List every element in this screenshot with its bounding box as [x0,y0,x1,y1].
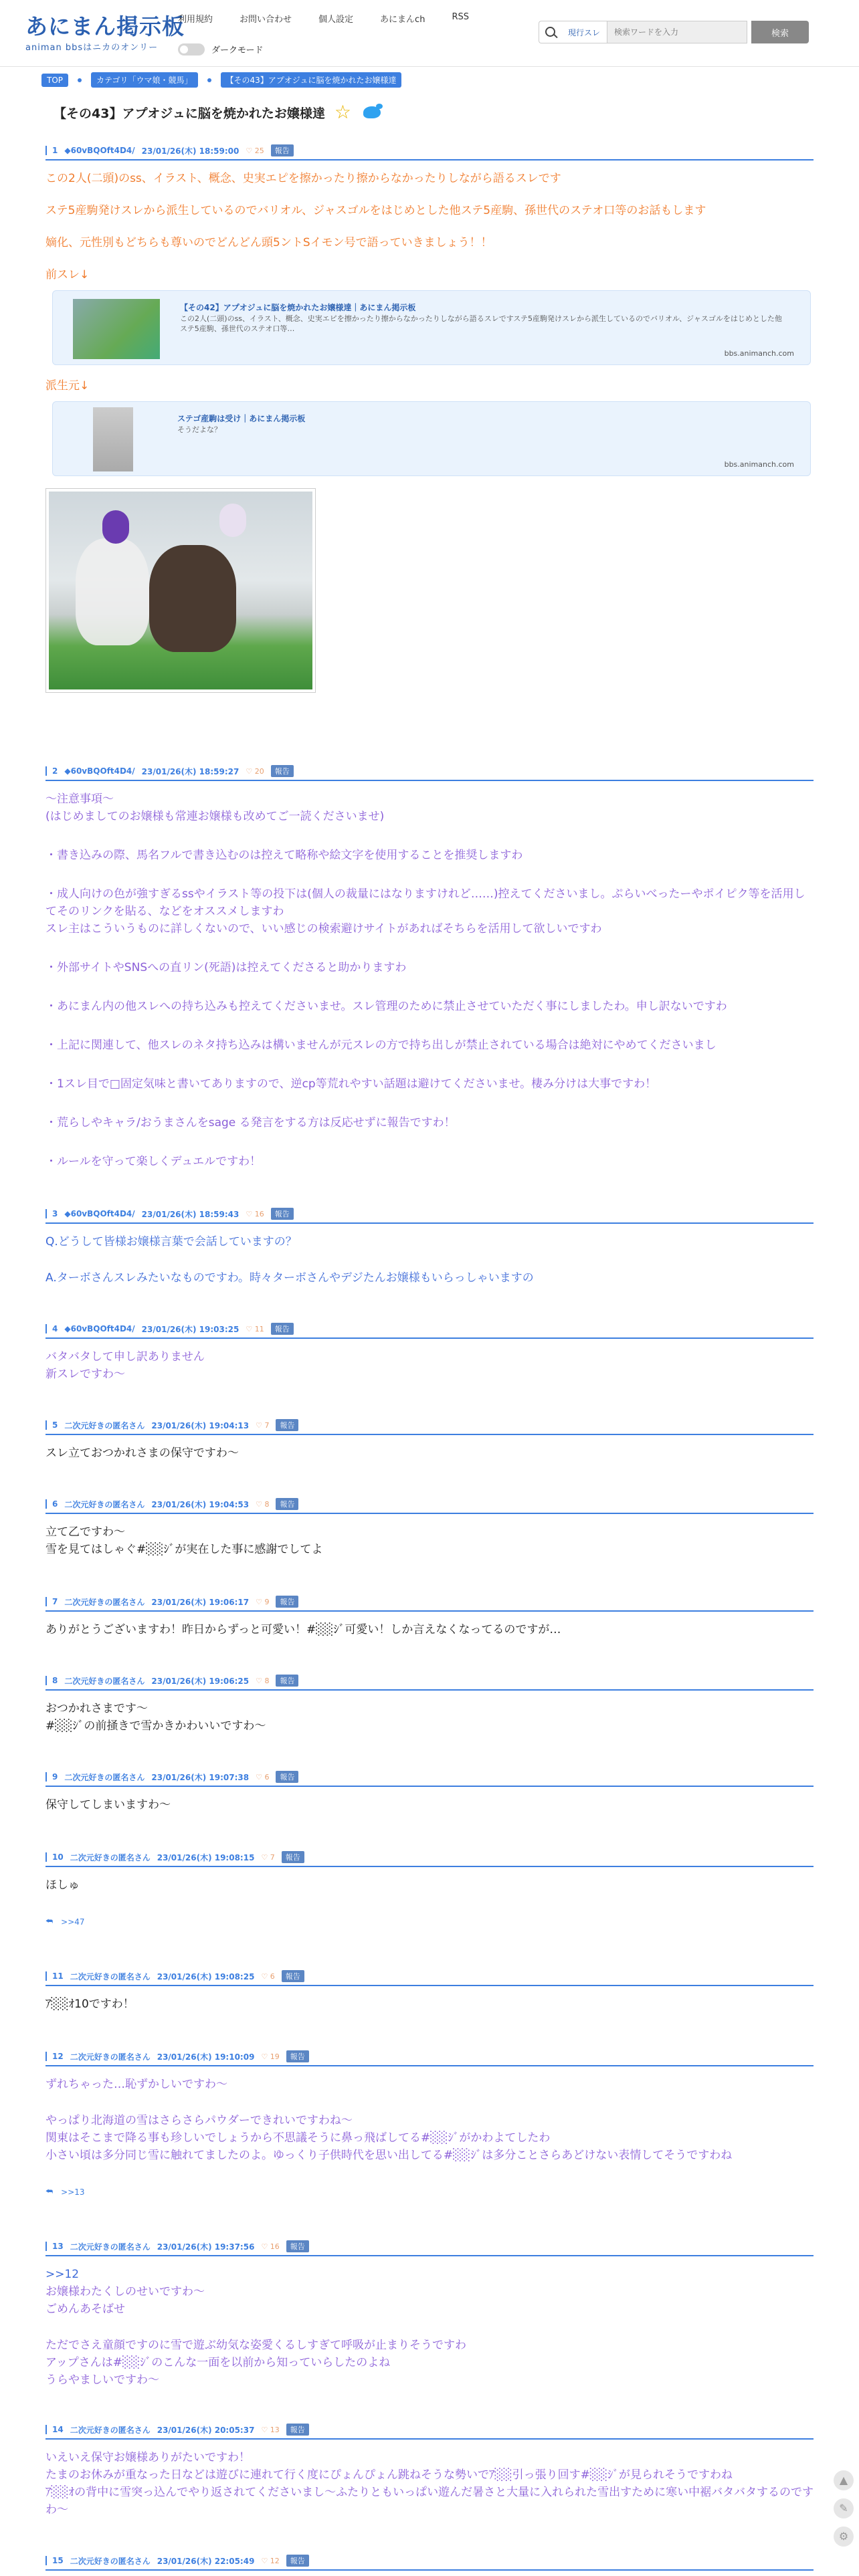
post-body [45,170,814,284]
post-body [45,1621,814,1638]
like-icon[interactable]: ♡ 7 [256,1420,270,1430]
reply-list [45,2187,814,2197]
post-date: 23/01/26(木) 19:04:53 [151,1499,250,1509]
report-button[interactable]: 報告 [271,1323,294,1335]
report-button[interactable]: 報告 [276,1675,298,1687]
post-11 [45,1970,814,2013]
breadcrumb-thread[interactable]: 【その43】アプオジュに脳を焼かれたお嬢様達 [221,72,402,88]
logo-subtitle: animan bbsはニカのオンリー [25,43,159,53]
like-icon[interactable]: ♡ 9 [256,1597,270,1606]
post-body [45,377,814,395]
quote-link[interactable]: >>12 [45,2268,80,2281]
post-number[interactable]: 5 [45,1420,58,1430]
post-date: 23/01/26(木) 19:06:17 [151,1597,250,1607]
top-nav [178,12,469,25]
post-image[interactable] [45,488,316,693]
dark-mode-toggle[interactable] [178,43,205,56]
post-number[interactable]: 4 [45,1324,58,1333]
post-header [45,2555,814,2571]
post-line: スレ主はこういうものに詳しくないので、いい感じの検索避けサイトがあればそちらを活用して欲しいですわ [45,922,602,936]
post-author: 二次元好きの匿名さん [64,1772,145,1782]
like-icon[interactable]: ♡ 8 [256,1676,270,1685]
reply-link[interactable]: >>13 [61,2187,85,2197]
link-card-thumbnail [93,407,133,471]
report-button[interactable]: 報告 [286,2555,309,2567]
twitter-share-icon[interactable] [361,104,383,121]
post-date: 23/01/26(木) 19:06:25 [151,1676,250,1686]
like-count: 25 [254,146,264,155]
nav-contact[interactable]: お問い合わせ [240,15,292,25]
report-button[interactable]: 報告 [271,1208,294,1220]
post-body [45,1700,814,1735]
like-icon[interactable]: ♡ 11 [246,1324,264,1333]
post-body [45,2449,814,2518]
post-body [45,790,814,1170]
horse-grey [76,538,149,645]
like-count: 7 [264,1420,270,1430]
post-4 [45,1323,814,1383]
post-line: ・ルールを守って楽しくデュエルですわ！ [45,1155,262,1168]
floating-actions [834,2470,854,2547]
post-date: 23/01/26(木) 19:10:09 [157,2052,255,2062]
report-button[interactable]: 報告 [282,1851,304,1863]
like-icon[interactable]: ♡ 25 [246,146,264,155]
search-icon [539,21,561,43]
post-line: A.ターボさんスレみたいなものですわ。時々ターボさんやデジたんお嬢様もいらっしゃいますの [45,1271,534,1285]
report-button[interactable]: 報告 [276,1771,298,1783]
report-button[interactable]: 報告 [286,2424,309,2436]
post-header [45,1498,814,1514]
like-count: 8 [264,1676,270,1685]
link-card-description: そうだよな？ [177,425,221,434]
post-line: ただでさえ童顔ですのに雪で遊ぶ幼気な姿愛くるしすぎて呼吸が止まりそうですわ [45,2339,466,2352]
like-count: 6 [264,1772,270,1782]
post-body [45,2266,814,2389]
post-header [45,1851,814,1867]
post-line: #░░ｼﾞの前掻きで雪かきかわいいですわ〜 [45,1719,266,1733]
like-count: 16 [254,1209,264,1218]
post-author: ◆60vBQOft4D4/ [64,146,135,155]
post-line: (はじめましてのお嬢様も常連お嬢様も改めてご一読くださいませ) [45,810,385,823]
like-count: 11 [254,1324,264,1333]
post-body [45,1348,814,1383]
like-count: 8 [264,1499,270,1509]
racing-horses-photo [49,492,312,689]
post-line: ・1スレ目で□固定気味と書いてありますので、逆cp等荒れやすい話題は避けてくださいませ。棲み分けは大事ですわ！ [45,1077,657,1091]
post-2 [45,765,814,1170]
post-line: 新スレですわ〜 [45,1368,125,1381]
post-header [45,2240,814,2256]
search-button[interactable]: 検索 [751,21,809,43]
prev-thread-label: 前スレ↓ [45,268,90,282]
reply-arrow-icon: ⮪ [45,2187,54,2196]
like-count: 7 [270,1852,275,1862]
link-card-host: bbs.animanch.com [724,349,794,358]
link-card-origin-thread[interactable] [52,401,811,476]
favorite-star-icon[interactable]: ☆ [334,101,351,123]
report-button[interactable]: 報告 [276,1419,298,1431]
post-author: 二次元好きの匿名さん [70,2242,151,2252]
like-icon[interactable]: ♡ 16 [261,2242,280,2251]
post-10 [45,1851,814,1927]
post-date: 23/01/26(木) 19:08:25 [157,1971,255,1981]
post-author: 二次元好きの匿名さん [70,2556,151,2566]
post-author: ◆60vBQOft4D4/ [64,1209,135,1218]
post-header [45,1771,814,1787]
post-line: ありがとうございますわ！昨日からずっと可愛い！#░░ｼﾞ可愛い！しか言えなくなってるのですが… [45,1623,561,1636]
post-date: 23/01/26(木) 18:59:00 [141,146,240,156]
post-header [45,2050,814,2066]
breadcrumb [41,72,401,88]
post-number[interactable]: 15 [45,2556,64,2565]
nav-terms[interactable]: 利用規約 [178,15,213,25]
breadcrumb-category[interactable]: カテゴリ「ウマ娘・競馬」 [91,72,198,88]
search-input[interactable] [607,21,747,43]
post-line: この2人(二頭)のss、イラスト、概念、史実エピを擦かったり擦からなかったりしながら語るスレです [45,172,561,185]
post-number[interactable]: 9 [45,1772,58,1782]
post-date: 23/01/26(木) 19:08:15 [157,1852,255,1862]
nav-animanch[interactable]: あにまんch [380,15,425,25]
post-date: 23/01/26(木) 22:05:49 [157,2556,255,2566]
post-author: 二次元好きの匿名さん [70,1971,151,1981]
like-icon[interactable]: ♡ 7 [261,1852,275,1862]
post-header [45,1596,814,1612]
post-6 [45,1498,814,1558]
report-button[interactable]: 報告 [276,1596,298,1608]
post-1 [45,144,814,693]
horse-dark [149,545,236,652]
link-card-thumbnail [73,299,160,359]
link-card-title: 【その42】アプオジュに脳を焼かれたお嬢様達｜あにまん掲示板 [180,303,416,312]
post-3 [45,1208,814,1287]
thread-main [45,100,814,2566]
post-line: ずれちゃった…恥ずかしいですわ〜 [45,2078,227,2091]
report-button[interactable]: 報告 [276,1498,298,1510]
post-line: 雪を見てはしゃぐ#░░ｼﾞが実在した事に感謝でしてよ [45,1543,323,1556]
post-8 [45,1675,814,1735]
like-icon[interactable]: ♡ 19 [261,2052,280,2061]
post-body [45,1523,814,1558]
post-number[interactable]: 1 [45,146,58,155]
post-line: ｱ░░ｵ10ですわ！ [45,1998,134,2011]
post-author: ◆60vBQOft4D4/ [64,766,135,776]
post-line: ・成人向けの色が強すぎるssやイラスト等の投下は(個人の裁量にはなりますけれど……)控えてくださいまし。ぷらいべったーやポイピク等を活用してそのリンクを貼る、などをオススメしますわ [45,887,805,918]
link-card-title: ステゴ産駒は受け｜あにまん掲示板 [177,414,306,423]
reply-list [45,1917,814,1927]
post-line: ごめんあそばせ [45,2302,125,2316]
like-count: 20 [254,766,264,776]
post-date: 23/01/26(木) 19:04:13 [151,1420,250,1430]
post-body [45,1996,814,2013]
post-author: 二次元好きの匿名さん [64,1676,145,1686]
post-number[interactable]: 11 [45,1971,64,1981]
search-scope-select[interactable]: 現行スレ [561,21,607,43]
breadcrumb-separator [207,78,211,82]
post-line: ・荒らしやキャラ/おうまさんをsage る発言をする方は反応せずに報告ですわ！ [45,1116,456,1130]
post-line: 小さい頃は多分同じ雪に触れてましたのよ。ゆっくり子供時代を思い出してる#░░ｼﾞは多分ことさらあどけない表情してそうですわね [45,2149,733,2162]
post-date: 23/01/26(木) 18:59:27 [141,766,240,776]
post-header [45,765,814,781]
link-card-prev-thread[interactable] [52,290,811,365]
post-number[interactable]: 10 [45,1852,64,1862]
jockey-purple [102,510,129,544]
post-author: 二次元好きの匿名さん [70,2052,151,2062]
post-date: 23/01/26(木) 20:05:37 [157,2425,255,2435]
reply-arrow-icon: ⮪ [45,1917,54,1926]
post-line: いえいえ保守お嬢様ありがたいですわ！ [45,2451,250,2464]
post-12 [45,2050,814,2197]
report-button[interactable]: 報告 [286,2240,309,2252]
post-author: ◆60vBQOft4D4/ [64,1324,135,1333]
post-7 [45,1596,814,1638]
post-line: ｱ░░ｵの背中に雪突っ込んでやり返されてくださいまし〜ふたりともいっぱい遊んだ暑さと大量に入れられた雪出すために寒い中裾バタバタするのですわ〜 [45,2486,814,2516]
post-number[interactable]: 13 [45,2242,64,2251]
breadcrumb-separator [78,78,82,82]
post-line: 関東はそこまで降る事も珍しいでしょうから不思議そうに鼻っ飛ばしてる#░░ｼﾞがかわよてしたわ [45,2131,551,2145]
dark-mode-label: ダークモード [211,45,264,56]
post-author: 二次元好きの匿名さん [64,1597,145,1607]
post-body [45,2076,814,2164]
post-line: 〜注意事項〜 [45,792,114,806]
post-author: 二次元好きの匿名さん [64,1420,145,1430]
post-number[interactable]: 6 [45,1499,58,1509]
thread-title-row [54,100,814,124]
post-line: やっぱり北海道の雪はさらさらパウダーできれいですわね〜 [45,2114,353,2127]
like-icon[interactable]: ♡ 12 [261,2556,280,2565]
post-line: たまのお休みが重なった日などは遊びに連れて行く度にぴょんぴょん跳ねそうな勢いでｱ░░引っ張り回す#░░ｼﾞが見られそうですわね [45,2468,733,2482]
post-body [45,1444,814,1462]
like-count: 6 [270,1971,275,1981]
like-icon[interactable]: ♡ 6 [261,1971,275,1981]
link-card-description: この2人(二頭)のss、イラスト、概念、史実エピを擦かったり擦からなかったりしながら語るスレですステ5産駒発けスレから派生しているのでバリオル、ジャスゴルをはじめとした他ステ5産駒、孫世代のステオ口等… [180,314,782,333]
post-body [45,1796,814,1814]
like-count: 9 [264,1597,270,1606]
post-line: バタバタして申し訳ありません [45,1350,205,1364]
post-line: ・上記に関連して、他スレのネタ持ち込みは構いませんが元スレの方で持ち出しが禁止されている場合は絶対にやめてくださいまし [45,1039,717,1052]
site-header [0,0,859,67]
post-line: お嬢様わたくしのせいですわ〜 [45,2285,205,2298]
jockey-white [219,504,246,537]
report-button[interactable]: 報告 [271,765,294,777]
origin-thread-label: 派生元↓ [45,379,90,393]
site-logo[interactable] [25,15,185,53]
report-button[interactable]: 報告 [286,2050,309,2062]
post-line: ・あにまん内の他スレへの持ち込みも控えてくださいませ。スレ管理のために禁止させていただく事にしましたわ。申し訳ないですわ [45,1000,727,1013]
post-line: 立て乙ですわ〜 [45,1525,125,1539]
post-9 [45,1771,814,1814]
nav-settings[interactable]: 個人設定 [318,15,354,25]
report-button[interactable]: 報告 [282,1970,304,1982]
post-number[interactable]: 12 [45,2052,64,2061]
post-header [45,2424,814,2440]
post-14 [45,2424,814,2518]
post-date: 23/01/26(木) 19:37:56 [157,2242,255,2252]
post-date: 23/01/26(木) 19:07:38 [151,1772,250,1782]
post-author: 二次元好きの匿名さん [70,1852,151,1862]
arrow-up-icon[interactable]: ▲ [834,2470,854,2490]
post-line: おつかれさまです〜 [45,1702,148,1715]
post-line: ・書き込みの際、馬名フルで書き込むのは控えて略称や絵文字を使用することを推奨しますわ [45,849,523,862]
post-line: スレ立ておつかれさまの保守ですわ〜 [45,1446,239,1460]
link-card-host: bbs.animanch.com [724,460,794,469]
post-line: ステ5産駒発けスレから派生しているのでバリオル、ジャスゴルをはじめとした他ステ5産駒、孫世代のステオ口等のお話もします [45,204,706,217]
post-author: 二次元好きの匿名さん [70,2425,151,2435]
pencil-icon[interactable]: ✎ [834,2498,854,2518]
logo-title: あにまん掲示板 [25,13,185,39]
like-icon[interactable]: ♡ 13 [261,2425,280,2434]
like-icon[interactable]: ♡ 16 [246,1209,264,1218]
post-number[interactable]: 7 [45,1597,58,1606]
post-body [45,1233,814,1287]
report-button[interactable]: 報告 [271,144,294,156]
post-line: アップさんは#░░ｼﾞのこんな一面を以前から知っていらしたのよね [45,2356,391,2369]
post-line: ほしゅ [45,1879,80,1892]
post-line: ・外部サイトやSNSへの直リン(死語)は控えてくださると助かりますわ [45,961,407,974]
like-icon[interactable]: ♡ 8 [256,1499,270,1509]
post-header [45,1970,814,1986]
post-author: 二次元好きの匿名さん [64,1499,145,1509]
post-13 [45,2240,814,2389]
post-line: うらやましいですわ〜 [45,2373,159,2387]
post-header [45,1323,814,1339]
like-count: 19 [270,2052,280,2061]
like-icon[interactable]: ♡ 20 [246,766,264,776]
post-number[interactable]: 2 [45,766,58,776]
nav-rss[interactable]: RSS [452,12,469,22]
post-date: 23/01/26(木) 19:03:25 [141,1324,240,1334]
post-15 [45,2555,814,2571]
post-line: 嫡化、元性別もどちらも尊いのでどんどん頭5ントSイモン号で語っていきましょう！！ [45,236,492,249]
reply-link[interactable]: >>47 [61,1917,85,1927]
post-5 [45,1419,814,1462]
post-header [45,1208,814,1224]
breadcrumb-top[interactable]: TOP [41,74,68,87]
post-header [45,1419,814,1435]
post-line: 保守してしまいますわ〜 [45,1798,171,1812]
search-bar [539,20,809,44]
post-header [45,1675,814,1691]
post-number[interactable]: 14 [45,2425,64,2434]
post-body [45,1876,814,1894]
post-number[interactable]: 8 [45,1676,58,1685]
post-number[interactable]: 3 [45,1209,58,1218]
like-count: 12 [270,2556,280,2565]
like-icon[interactable]: ♡ 6 [256,1772,270,1782]
post-date: 23/01/26(木) 18:59:43 [141,1209,240,1219]
post-line: Q.どうして皆様お嬢様言葉で会話していますの？ [45,1235,297,1249]
like-count: 13 [270,2425,280,2434]
gear-icon[interactable]: ⚙ [834,2527,854,2547]
dark-mode-row [178,43,263,56]
post-header [45,144,814,160]
page-title: 【その43】アプオジュに脳を焼かれたお嬢様達 [54,106,325,121]
like-count: 16 [270,2242,280,2251]
